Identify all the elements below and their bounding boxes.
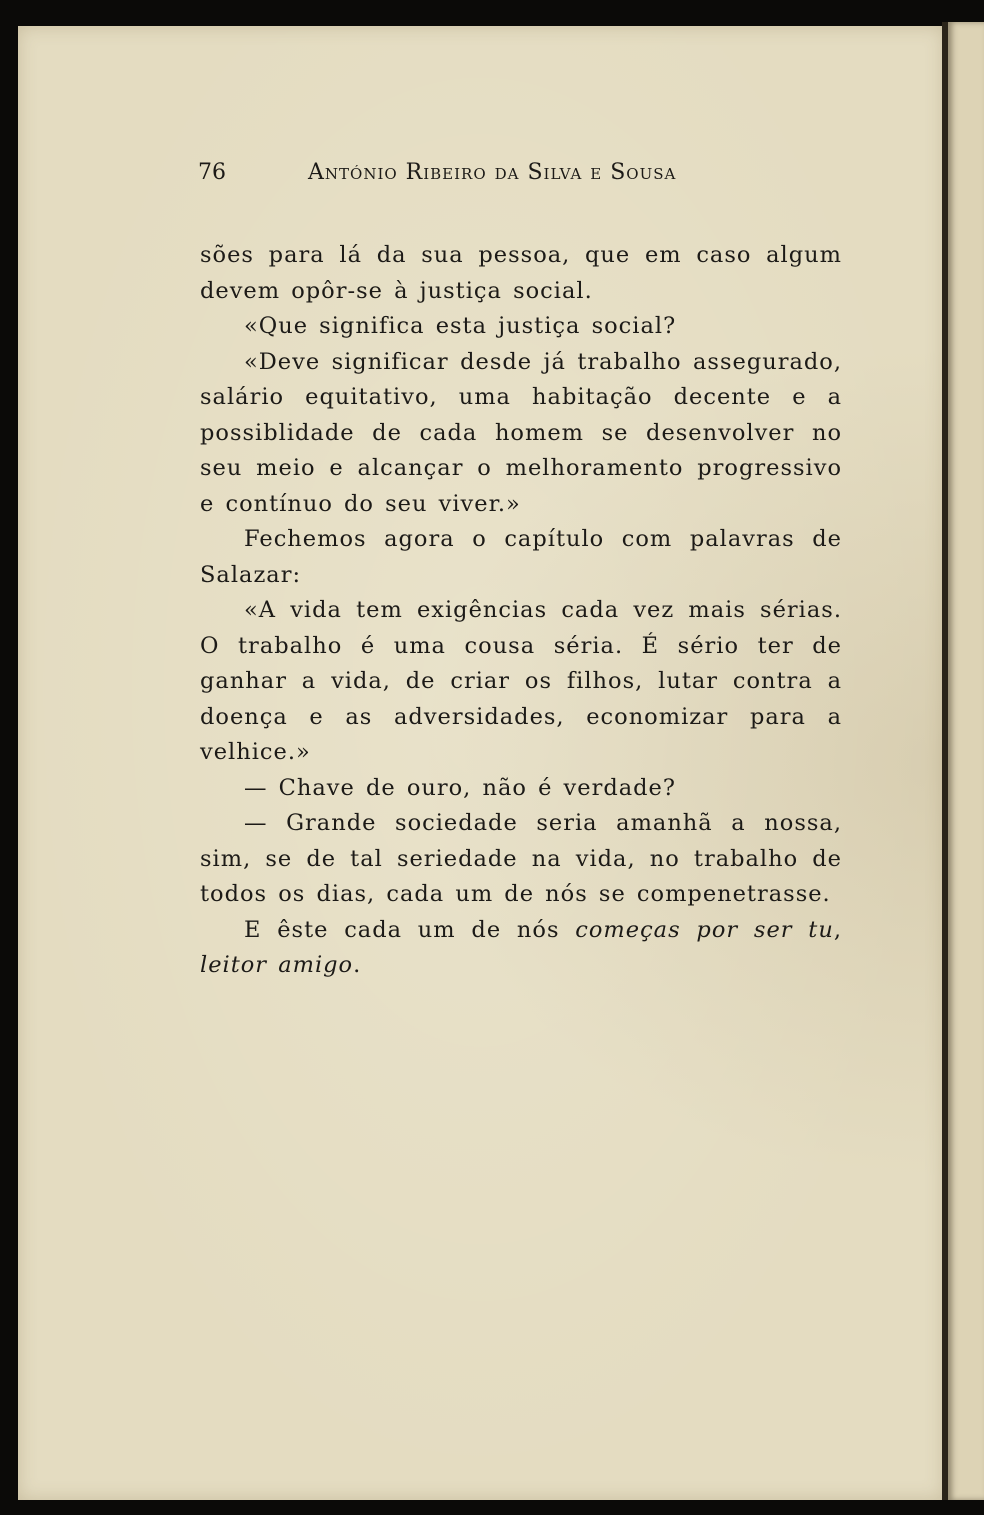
paragraph-text: . bbox=[353, 952, 362, 978]
paragraph bbox=[200, 913, 842, 984]
paragraph: Fechemos agora o capítulo com palavras de Salazar: bbox=[200, 526, 842, 588]
italic-phrase: começas por ser tu bbox=[575, 916, 834, 943]
adjacent-page-edge bbox=[948, 22, 984, 1500]
paragraph: sões para lá da sua pessoa, que em caso algum devem opôr-se à justiça social. bbox=[200, 242, 842, 304]
paragraph: «Deve significar desde já trabalho assegurado, salário equitativo, uma habitação decente e a possiblidade de cada homem se desenvolver no seu meio e alcançar o melhoramento progressivo e contínuo do seu viver.» bbox=[200, 348, 842, 517]
paragraph-text: E êste cada um de nós bbox=[244, 916, 576, 943]
paragraph: — Chave de ouro, não é verdade? bbox=[244, 774, 676, 801]
paragraph-text: , bbox=[833, 916, 842, 943]
paragraph: «Que significa esta justiça social? bbox=[244, 313, 677, 339]
italic-phrase: leitor amigo bbox=[200, 952, 354, 978]
paragraph: «A vida tem exigências cada vez mais sérias. O trabalho é uma cousa séria. É sério ter de ganhar a vida, de criar os filhos, lutar contra a doença e as adversidades, economizar para a velhice.» bbox=[200, 597, 842, 765]
page-number: 76 bbox=[198, 160, 226, 185]
running-head: António Ribeiro da Silva e Sousa bbox=[308, 160, 677, 185]
paragraph: — Grande sociedade seria amanhã a nossa, sim, se de tal seriedade na vida, no trabalho de todos os dias, cada um de nós se compenetrasse. bbox=[200, 810, 842, 907]
body-text bbox=[200, 238, 842, 984]
